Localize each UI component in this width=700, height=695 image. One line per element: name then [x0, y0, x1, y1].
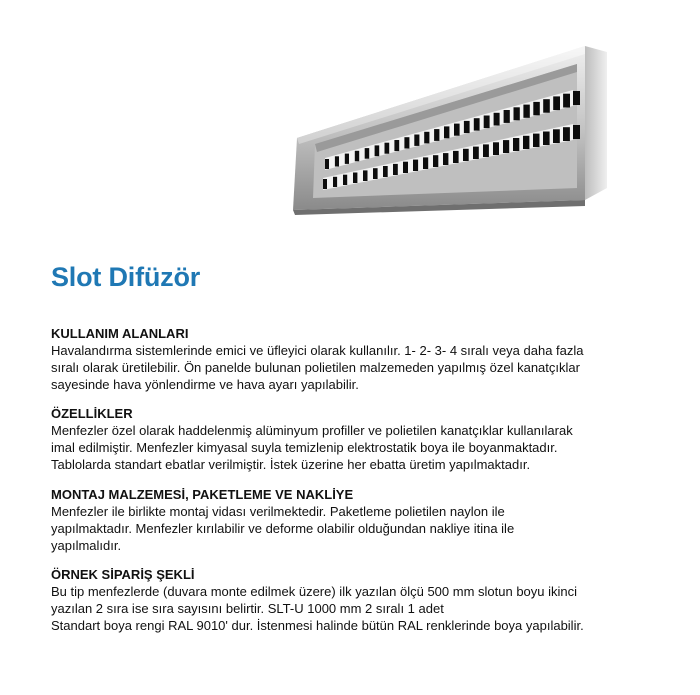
section-heading: MONTAJ MALZEMESİ, PAKETLEME VE NAKLİYE: [51, 487, 354, 502]
slot-opening: [563, 94, 570, 108]
slot-opening: [333, 177, 337, 187]
slot-opening: [403, 162, 408, 173]
slot-opening: [523, 136, 529, 149]
slot-opening: [553, 96, 560, 110]
slot-opening: [413, 160, 418, 171]
slot-opening: [335, 156, 339, 166]
slot-opening: [453, 151, 459, 163]
slot-opening: [543, 132, 550, 146]
usage-areas-section: [51, 325, 651, 393]
slot-diffuser-product-image: [285, 40, 615, 215]
slot-opening: [483, 144, 489, 157]
section-line: sayesinde hava yönlendirme ve hava ayarı yapılabilir.: [51, 377, 359, 392]
section-line: Bu tip menfezlerde (duvara monte edilmek üzere) ilk yazılan ölçü 500 mm slotun boyu ikinci: [51, 584, 578, 599]
section-line: yapılmaktadır. Menfezler kırılabilir ve deforme olabilir olduğundan nakliye itina ile: [51, 521, 515, 536]
slot-opening: [504, 110, 510, 123]
section-line: yapılmalıdır.: [51, 538, 122, 553]
section-heading: ÖZELLİKLER: [51, 406, 133, 421]
slot-opening: [363, 170, 368, 181]
mounting-packaging-section: [51, 486, 651, 554]
slot-opening: [514, 107, 520, 120]
slot-opening: [433, 155, 438, 167]
slot-opening: [573, 91, 580, 105]
slot-opening: [573, 125, 580, 139]
slot-opening: [543, 99, 550, 113]
slot-opening: [393, 164, 398, 175]
slot-opening: [383, 166, 388, 177]
slot-opening: [373, 168, 378, 179]
slot-opening: [414, 135, 419, 146]
section-line: yazılan 2 sıra ise sıra sayısını belirtir. SLT-U 1000 mm 2 sıralı 1 adet: [51, 601, 444, 616]
slot-opening: [385, 143, 390, 154]
section-heading: ÖRNEK SİPARİŞ ŞEKLİ: [51, 567, 195, 582]
page-title: Slot Difüzör: [51, 262, 201, 292]
slot-opening: [443, 153, 448, 165]
slot-opening: [365, 148, 370, 159]
slot-opening: [444, 126, 449, 138]
slot-opening: [323, 179, 327, 189]
slot-opening: [355, 151, 359, 162]
section-line: Menfezler ile birlikte montaj vidası verilmektedir. Paketleme polietilen naylon ile: [51, 504, 505, 519]
slot-opening: [353, 173, 357, 184]
slot-opening: [493, 142, 499, 155]
section-line: Havalandırma sistemlerinde emici ve üfleyici olarak kullanılır. 1- 2- 3- 4 sıralı veya daha fazla: [51, 343, 584, 358]
slot-opening: [345, 154, 349, 164]
slot-opening: [394, 140, 399, 151]
slot-opening: [503, 140, 509, 153]
sample-order-section: [51, 566, 651, 634]
section-line: Standart boya rengi RAL 9010' dur. İstenmesi halinde bütün RAL renklerinde boya yapılabilir.: [51, 618, 584, 633]
section-line: imal edilmiştir. Menfezler kimyasal suyla temizlenip elektrostatik boya ile boyanmaktadır.: [51, 440, 558, 455]
section-heading: KULLANIM ALANLARI: [51, 326, 189, 341]
slot-opening: [473, 147, 479, 159]
section-line: sıralı olarak üretilebilir. Ön panelde bulunan polietilen malzemeden yapılmış özel kanatçıklar: [51, 360, 580, 375]
slot-opening: [513, 138, 519, 151]
features-section: [51, 405, 651, 473]
slot-opening: [423, 157, 428, 169]
slot-opening: [325, 159, 329, 169]
slot-opening: [424, 132, 429, 144]
slot-opening: [563, 127, 570, 141]
slot-opening: [404, 137, 409, 148]
slot-opening: [553, 129, 560, 143]
slot-opening: [494, 113, 500, 126]
slot-opening: [464, 121, 470, 133]
slot-opening: [523, 105, 529, 118]
slot-opening: [434, 129, 439, 141]
slot-opening: [454, 124, 460, 136]
slot-opening: [533, 134, 540, 147]
slot-opening: [484, 116, 490, 129]
section-line: Tablolarda standart ebatlar verilmiştir. İstek üzerine her ebatta üretim yapılmaktadır.: [51, 457, 531, 472]
slot-opening: [533, 102, 540, 115]
section-line: Menfezler özel olarak haddelenmiş alüminyum profiller ve polietilen kanatçıklar kullanılarak: [51, 423, 573, 438]
slot-opening: [375, 145, 380, 156]
slot-opening: [474, 118, 480, 130]
slot-opening: [343, 175, 347, 185]
slot-opening: [463, 149, 469, 161]
